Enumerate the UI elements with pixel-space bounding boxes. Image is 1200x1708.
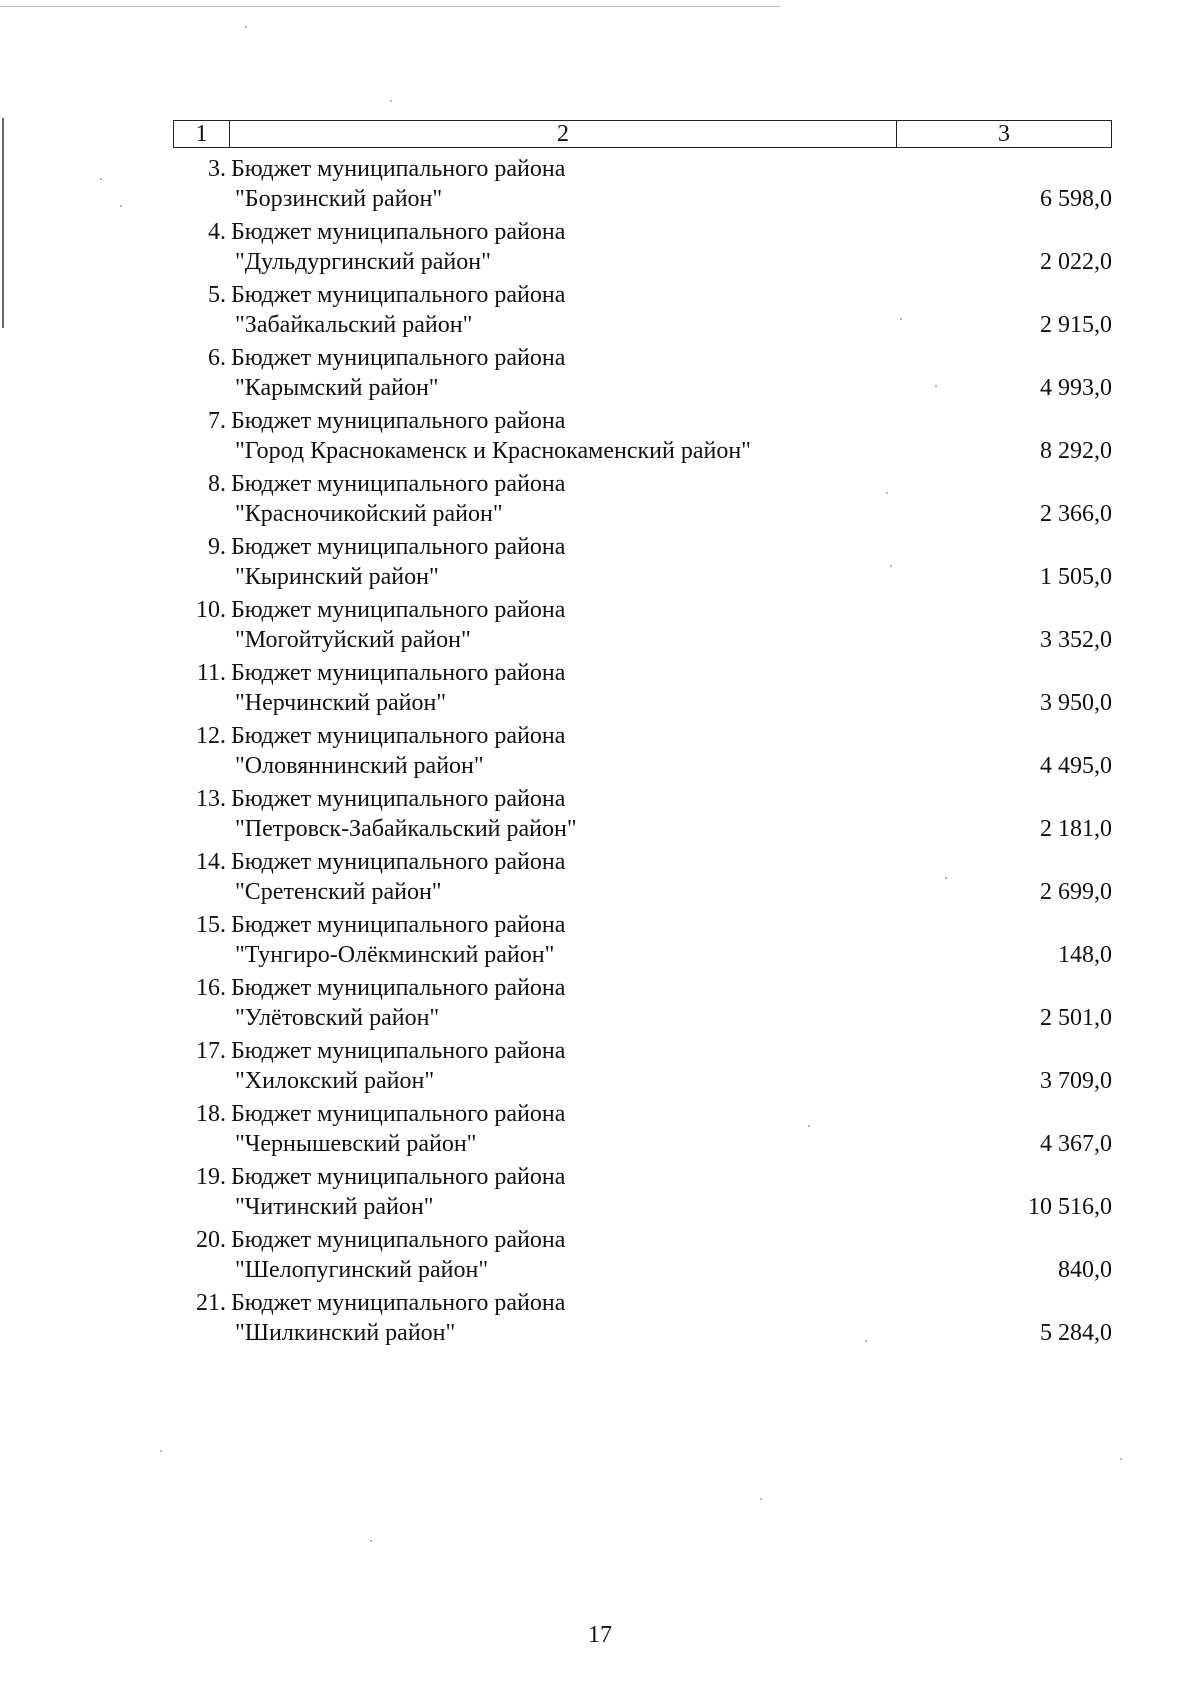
table-row xyxy=(173,845,1112,908)
row-number: 16. xyxy=(196,975,226,1001)
row-amount: 3 709,0 xyxy=(1040,1068,1112,1094)
row-label-line1: Бюджет муниципального района xyxy=(231,156,566,182)
table-row xyxy=(173,1160,1112,1223)
row-label-line2: "Сретенский район" xyxy=(235,879,442,905)
table-row xyxy=(173,782,1112,845)
row-label-line2: "Шелопугинский район" xyxy=(235,1257,489,1283)
scan-speck xyxy=(160,1450,162,1452)
row-amount: 2 699,0 xyxy=(1040,879,1112,905)
row-number: 18. xyxy=(196,1101,226,1127)
row-label-line2: "Нерчинский район" xyxy=(235,690,447,716)
scan-edge-line xyxy=(0,6,780,7)
table-row xyxy=(173,593,1112,656)
row-amount: 148,0 xyxy=(1058,942,1112,968)
row-amount: 2 915,0 xyxy=(1040,312,1112,338)
row-label-line2: "Петровск-Забайкальский район" xyxy=(235,816,577,842)
row-amount: 6 598,0 xyxy=(1040,186,1112,212)
row-amount: 3 950,0 xyxy=(1040,690,1112,716)
table-row xyxy=(173,719,1112,782)
row-number: 6. xyxy=(208,345,226,371)
row-amount: 4 495,0 xyxy=(1040,753,1112,779)
table-row xyxy=(173,1097,1112,1160)
row-amount: 4 993,0 xyxy=(1040,375,1112,401)
row-label-line1: Бюджет муниципального района xyxy=(231,912,566,938)
table-row xyxy=(173,278,1112,341)
row-label-line2: "Кыринский район" xyxy=(235,564,439,590)
scan-speck xyxy=(100,178,102,180)
row-label-line1: Бюджет муниципального района xyxy=(231,345,566,371)
row-number: 12. xyxy=(196,723,226,749)
scan-speck xyxy=(1120,1458,1122,1460)
row-number: 15. xyxy=(196,912,226,938)
row-label-line1: Бюджет муниципального района xyxy=(231,471,566,497)
row-label-line2: "Забайкальский район" xyxy=(235,312,473,338)
scan-speck xyxy=(120,205,122,207)
row-number: 17. xyxy=(196,1038,226,1064)
row-label-line2: "Оловяннинский район" xyxy=(235,753,484,779)
row-number: 10. xyxy=(196,597,226,623)
row-label-line1: Бюджет муниципального района xyxy=(231,597,566,623)
scan-speck xyxy=(370,1540,372,1542)
row-label-line2: "Могойтуйский район" xyxy=(235,627,471,653)
table-row xyxy=(173,1223,1112,1286)
row-amount: 1 505,0 xyxy=(1040,564,1112,590)
row-number: 13. xyxy=(196,786,226,812)
table-row xyxy=(173,1034,1112,1097)
scan-margin-line xyxy=(2,118,4,328)
row-amount: 840,0 xyxy=(1058,1257,1112,1283)
row-label-line1: Бюджет муниципального района xyxy=(231,975,566,1001)
row-label-line2: "Чернышевский район" xyxy=(235,1131,477,1157)
row-label-line2: "Улётовский район" xyxy=(235,1005,440,1031)
row-amount: 2 181,0 xyxy=(1040,816,1112,842)
row-label-line1: Бюджет муниципального района xyxy=(231,408,566,434)
table-row xyxy=(173,656,1112,719)
row-label-line1: Бюджет муниципального района xyxy=(231,1101,566,1127)
row-label-line1: Бюджет муниципального района xyxy=(231,282,566,308)
table-row xyxy=(173,971,1112,1034)
row-number: 20. xyxy=(196,1227,226,1253)
table-row xyxy=(173,467,1112,530)
row-label-line2: "Борзинский район" xyxy=(235,186,443,212)
table-row xyxy=(173,152,1112,215)
row-label-line2: "Карымский район" xyxy=(235,375,439,401)
row-amount: 2 366,0 xyxy=(1040,501,1112,527)
row-label-line2: "Читинский район" xyxy=(235,1194,434,1220)
row-amount: 2 501,0 xyxy=(1040,1005,1112,1031)
row-label-line2: "Красночикойский район" xyxy=(235,501,503,527)
row-amount: 5 284,0 xyxy=(1040,1320,1112,1346)
table-row xyxy=(173,908,1112,971)
row-amount: 2 022,0 xyxy=(1040,249,1112,275)
row-number: 11. xyxy=(196,660,226,686)
table-row xyxy=(173,341,1112,404)
row-label-line1: Бюджет муниципального района xyxy=(231,1164,566,1190)
row-label-line2: "Тунгиро-Олёкминский район" xyxy=(235,942,555,968)
table-row xyxy=(173,530,1112,593)
row-label-line2: "Дульдургинский район" xyxy=(235,249,491,275)
row-number: 4. xyxy=(208,219,226,245)
table-row xyxy=(173,404,1112,467)
row-number: 14. xyxy=(196,849,226,875)
row-amount: 3 352,0 xyxy=(1040,627,1112,653)
row-amount: 4 367,0 xyxy=(1040,1131,1112,1157)
table-header-row xyxy=(173,120,1112,148)
header-col-2: 2 xyxy=(230,121,897,147)
row-label-line2: "Шилкинский район" xyxy=(235,1320,456,1346)
table-row xyxy=(173,1286,1112,1349)
row-number: 19. xyxy=(196,1164,226,1190)
header-col-3: 3 xyxy=(998,121,1010,147)
row-number: 5. xyxy=(208,282,226,308)
row-number: 3. xyxy=(208,156,226,182)
row-label-line1: Бюджет муниципального района xyxy=(231,219,566,245)
row-amount: 8 292,0 xyxy=(1040,438,1112,464)
row-number: 21. xyxy=(196,1290,226,1316)
row-label-line1: Бюджет муниципального района xyxy=(231,849,566,875)
row-label-line1: Бюджет муниципального района xyxy=(231,1290,566,1316)
row-number: 7. xyxy=(208,408,226,434)
scan-speck xyxy=(390,100,392,102)
table-body xyxy=(173,152,1112,1349)
row-label-line1: Бюджет муниципального района xyxy=(231,534,566,560)
row-number: 8. xyxy=(208,471,226,497)
scan-speck xyxy=(245,26,247,28)
table-row xyxy=(173,215,1112,278)
row-label-line2: "Город Краснокаменск и Краснокаменский район" xyxy=(235,438,751,464)
row-label-line1: Бюджет муниципального района xyxy=(231,786,566,812)
page-number: 17 xyxy=(588,1622,612,1648)
scan-speck xyxy=(760,1498,762,1500)
row-label-line1: Бюджет муниципального района xyxy=(231,1038,566,1064)
row-amount: 10 516,0 xyxy=(1028,1194,1112,1220)
row-label-line2: "Хилокский район" xyxy=(235,1068,435,1094)
row-label-line1: Бюджет муниципального района xyxy=(231,723,566,749)
row-label-line1: Бюджет муниципального района xyxy=(231,660,566,686)
row-label-line1: Бюджет муниципального района xyxy=(231,1227,566,1253)
row-number: 9. xyxy=(208,534,226,560)
header-col-1: 1 xyxy=(174,121,230,147)
